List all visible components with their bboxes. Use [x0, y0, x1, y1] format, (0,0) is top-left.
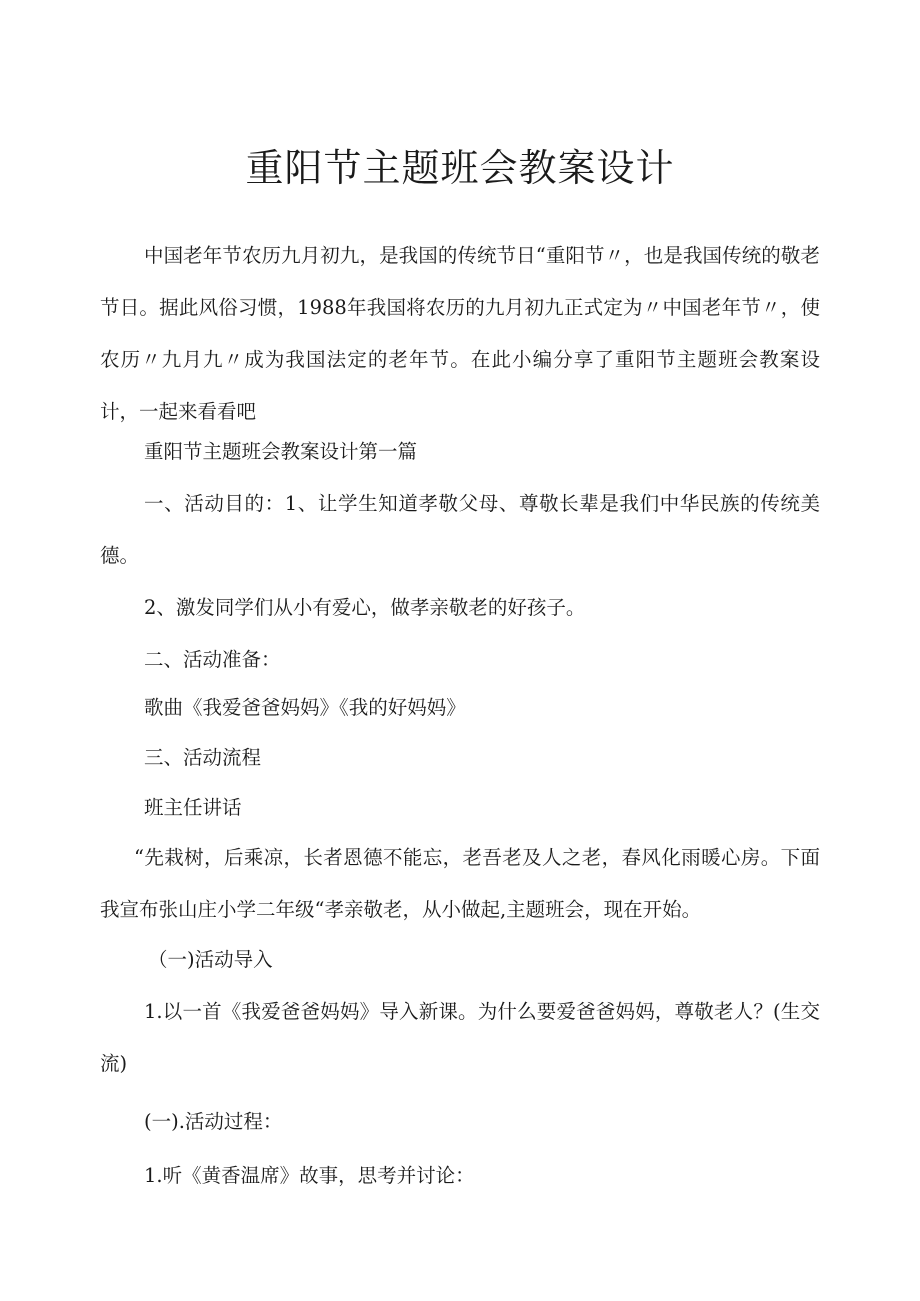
- intro-activity-paragraph: 1.以一首《我爱爸爸妈妈》导入新课。为什么要爱爸爸妈妈，尊敬老人？(生交流): [100, 1000, 820, 1075]
- process-heading: 三、活动流程: [144, 746, 262, 769]
- process-sub-heading: (一).活动过程：: [144, 1110, 283, 1133]
- intro-activity-heading: （一)活动导入: [148, 948, 273, 971]
- intro-paragraph: 中国老年节农历九月初九，是我国的传统节日“重阳节〃，也是我国传统的敬老节日。据此风俗习惯，1988年我国将农历的九月初九正式定为〃中国老年节〃，使农历〃九月九〃成为我国法定的老年节。在此小编分享了重阳节主题班会教案设计，一起来看看吧: [100, 244, 820, 423]
- process-item-1: 1.听《黄香温席》故事，思考并讨论：: [144, 1164, 475, 1187]
- objective-paragraph-2: 2、激发同学们从小有爱心，做孝亲敬老的好孩子。: [144, 596, 586, 619]
- teacher-speech-paragraph: “先栽树，后乘凉，长者恩德不能忘，老吾老及人之老，春风化雨暖心房。下面我宣布张山庄小学二年级“孝亲敬老，从小做起,主题班会，现在开始。: [100, 846, 820, 921]
- section-heading: 重阳节主题班会教案设计第一篇: [144, 440, 418, 463]
- preparation-heading: 二、活动准备：: [144, 648, 281, 671]
- page-title: 重阳节主题班会教案设计: [245, 146, 675, 190]
- teacher-speech-heading: 班主任讲话: [144, 796, 242, 819]
- objective-paragraph-1: 一、活动目的：1、让学生知道孝敬父母、尊敬长辈是我们中华民族的传统美德。: [100, 492, 820, 567]
- songs-line: 歌曲《我爱爸爸妈妈》《我的好妈妈》: [144, 696, 466, 719]
